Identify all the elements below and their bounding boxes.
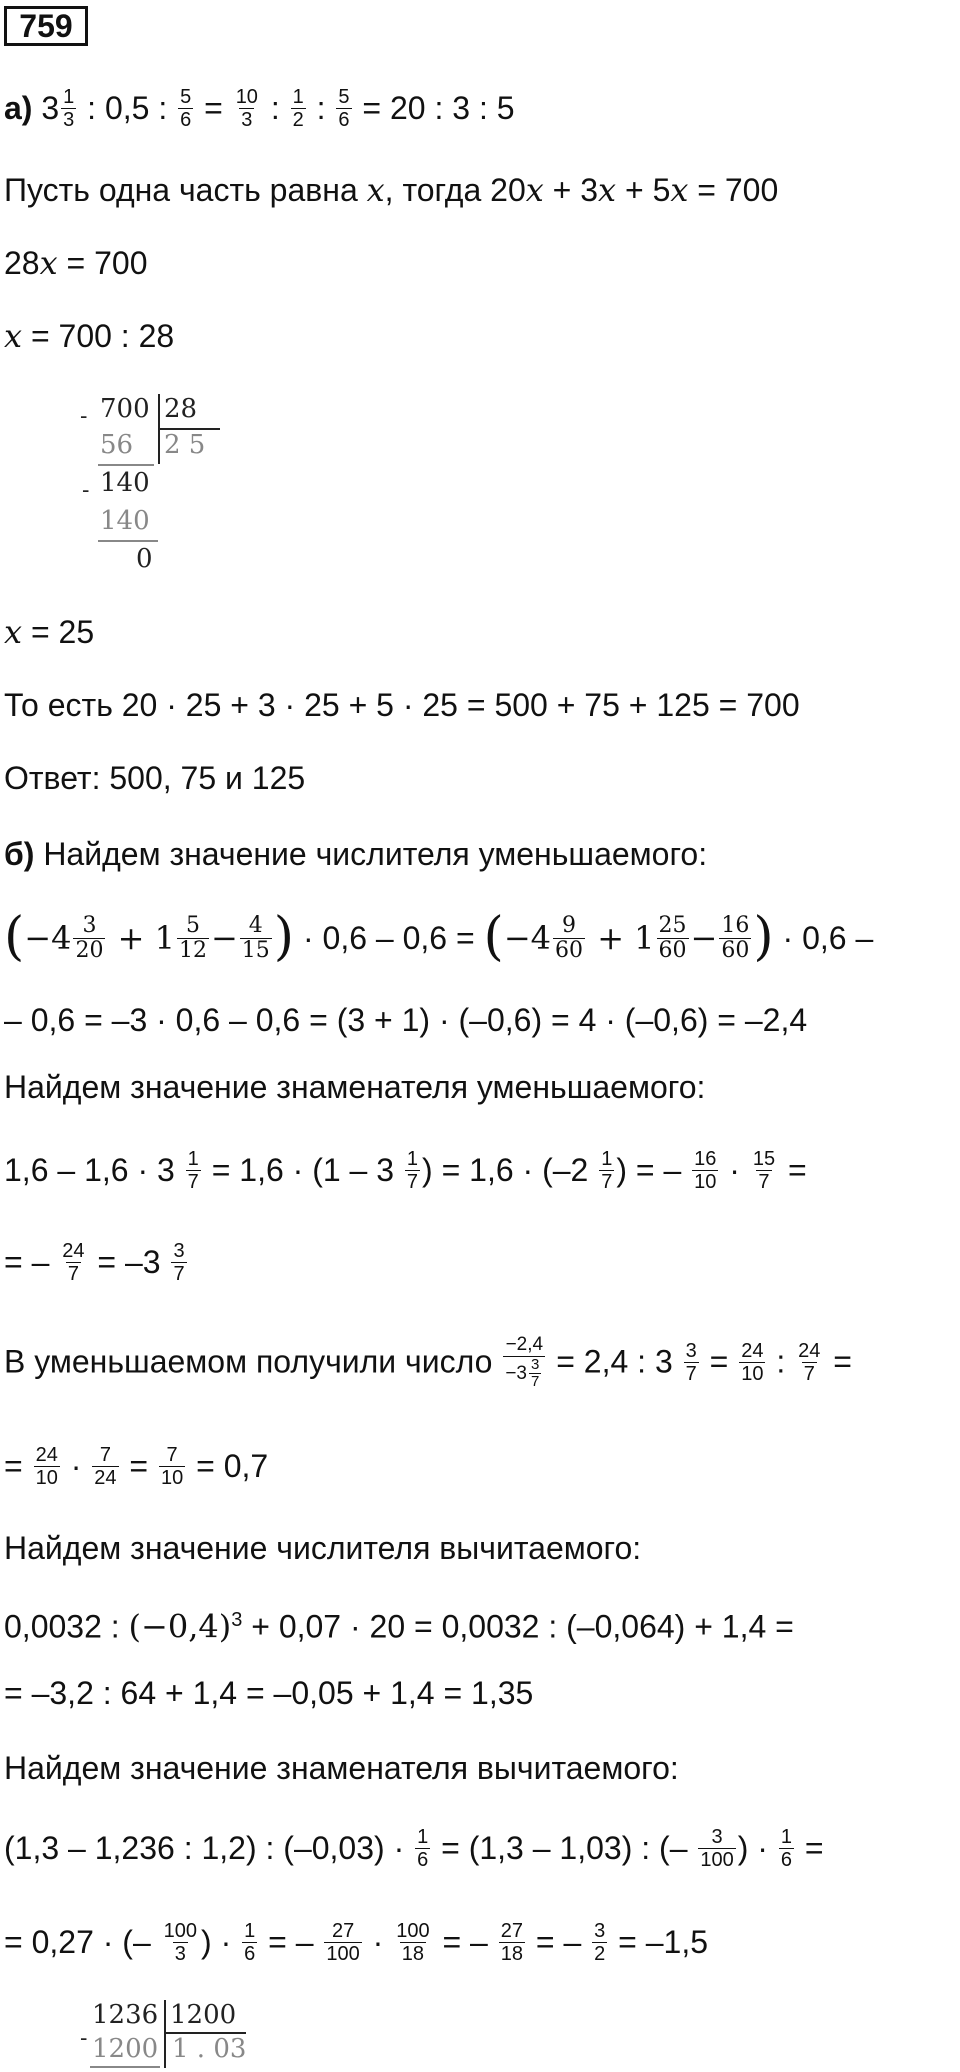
dividend: 700: [100, 394, 150, 424]
part-b-denominator-calc: [4, 1150, 807, 1195]
fraction: $\frac{25}{60}$: [658, 913, 687, 963]
text: + 5: [616, 172, 671, 208]
fraction: $\frac{4}{15}$: [241, 913, 270, 963]
division-bar: [164, 2000, 166, 2068]
text: −: [690, 919, 718, 957]
sub-line: [90, 2066, 160, 2068]
fraction: $\frac{1}{6}$: [417, 1826, 429, 1872]
fraction: $\frac{5}{12}$: [178, 913, 207, 963]
part-b-subtrahend-num-heading: Найдем значение числителя вычитаемого:: [4, 1530, 642, 1566]
fraction: $\frac{3}{100}$: [700, 1826, 734, 1872]
subtrahend-1: 56: [100, 430, 134, 460]
text: = 0,27 · (–: [4, 1924, 160, 1960]
fraction: $\frac{15}{7}$: [752, 1148, 776, 1194]
text: =: [700, 1343, 738, 1380]
fraction: $\frac{1}{2}$: [292, 86, 304, 132]
var-x: x: [4, 613, 23, 651]
var-x: x: [366, 171, 385, 209]
fraction: $\frac{100}{3}$: [163, 1920, 198, 1966]
var-x: x: [525, 171, 544, 209]
text: ) = 1,6 · (–2: [422, 1152, 598, 1188]
var-x: x: [4, 317, 23, 355]
text: (−0,4): [128, 1607, 232, 1646]
text: ·: [720, 1152, 749, 1188]
fraction: $\frac{24}{7}$: [62, 1240, 85, 1286]
text: =: [4, 1448, 32, 1484]
problem-number: 759: [4, 6, 88, 46]
text: Найдем значение числителя уменьшаемого:: [34, 836, 708, 872]
fraction: $\frac{27}{100}$: [326, 1920, 360, 1966]
exponent: 3: [231, 1609, 243, 1631]
text: = –: [259, 1924, 323, 1960]
part-b-numerator-result: – 0,6 = –3 · 0,6 – 0,6 = (3 + 1) · (–0,6) = 4 · (–0,6) = –2,4: [4, 1002, 808, 1038]
fraction: $\frac{9}{60}$: [555, 913, 584, 963]
part-a-answer: Ответ: 500, 75 и 125: [4, 760, 306, 796]
fraction: $\frac{3}{20}$: [75, 913, 104, 963]
part-b-label: б): [4, 836, 35, 872]
part-a-equation-setup: [4, 170, 778, 210]
fraction: $\frac{24}{10}$: [35, 1444, 58, 1490]
divisor: 1200: [170, 2000, 237, 2030]
text: = –1,5: [609, 1924, 709, 1960]
var-x: x: [598, 171, 617, 209]
compound-fraction: −2,4 −3 $\frac{3}{7}$: [503, 1334, 545, 1390]
minus-sign: -: [80, 404, 88, 429]
minus-sign: -: [80, 2026, 88, 2051]
long-division-700-28: [80, 394, 220, 584]
text: + 1: [597, 919, 655, 957]
text: = 1,6 · (1 – 3: [202, 1152, 403, 1188]
fraction: $\frac{1}{7}$: [601, 1148, 613, 1194]
part-a-check: То есть 20 · 25 + 3 · 25 + 5 · 25 = 500 + 75 + 125 = 700: [4, 687, 800, 723]
text: = 700: [688, 172, 779, 208]
text: :: [261, 90, 289, 126]
part-b-subtrahend-den-result: [4, 1922, 708, 1967]
fraction: $\frac{7}{10}$: [160, 1444, 184, 1490]
part-b-subtrahend-num-calc: [4, 1600, 794, 1647]
text: =: [195, 90, 232, 126]
text: = 20 : 3 : 5: [353, 90, 515, 126]
text: ) ·: [201, 1924, 241, 1960]
fraction: $\frac{24}{7}$: [798, 1339, 821, 1385]
fraction: $\frac{1}{7}$: [406, 1148, 419, 1194]
text: =: [120, 1448, 157, 1484]
remainder-final: 0: [136, 544, 153, 574]
text: ·: [61, 1448, 91, 1484]
text: = (1,3 – 1,03) : (–: [432, 1830, 697, 1866]
sub-line: [98, 540, 158, 542]
long-division-1236-1200: [76, 2000, 256, 2070]
text: : 0,5 :: [78, 90, 177, 126]
var-x: x: [39, 244, 58, 282]
text: =: [824, 1343, 852, 1380]
fraction: $\frac{27}{18}$: [500, 1920, 523, 1966]
text: = 0,7: [187, 1448, 269, 1484]
text: =: [779, 1152, 807, 1188]
quotient: 1 . 03: [172, 2034, 247, 2064]
part-b-denominator-heading: Найдем значение знаменателя уменьшаемого:: [4, 1069, 706, 1105]
quotient: 2 5: [164, 430, 206, 460]
text: , тогда 20: [384, 172, 526, 208]
text: = –: [433, 1924, 497, 1960]
text: + 0,07 · 20 = 0,0032 : (–0,064) + 1,4 =: [242, 1608, 794, 1645]
fraction: $\frac{16}{10}$: [694, 1148, 717, 1194]
text: ) ·: [737, 1830, 777, 1866]
fraction: $\frac{3}{7}$: [173, 1240, 185, 1286]
part-b-minuend-result: [4, 1446, 268, 1491]
subtrahend-2: 140: [100, 506, 150, 536]
paren: ): [753, 906, 774, 967]
text: ·: [363, 1924, 393, 1960]
paren: (: [4, 906, 25, 967]
text: Пусть одна часть равна: [4, 172, 367, 208]
part-b-subtrahend-den-calc: [4, 1828, 824, 1873]
text: 0,0032 :: [4, 1608, 129, 1645]
text: = –3: [88, 1244, 170, 1280]
fraction: $\frac{1}{6}$: [244, 1920, 256, 1966]
remainder-1: 140: [100, 468, 150, 498]
subtrahend-1: 1200: [92, 2034, 159, 2064]
part-a-28x: [4, 243, 148, 283]
paren: (: [483, 906, 504, 967]
fraction: $\frac{3}{7}$: [685, 1339, 697, 1385]
divisor: 28: [164, 394, 198, 424]
fraction: $\frac{7}{24}$: [94, 1444, 117, 1490]
part-a-label: а): [4, 90, 33, 126]
fraction: $\frac{16}{60}$: [721, 913, 750, 963]
fraction: $\frac{5}{6}$: [180, 86, 192, 132]
fraction: $\frac{100}{18}$: [396, 1920, 430, 1966]
text: :: [767, 1343, 795, 1380]
part-a-x-result: [4, 612, 94, 652]
text: =: [795, 1830, 824, 1866]
dividend: 1236: [92, 2000, 159, 2030]
text: · 0,6 – 0,6 =: [294, 920, 484, 956]
var-x: x: [670, 171, 689, 209]
mixed-int: 3: [41, 90, 60, 126]
text: 1,6 – 1,6 · 3: [4, 1152, 184, 1188]
paren: ): [273, 906, 295, 967]
fraction: $\frac{1}{6}$: [780, 1826, 792, 1872]
part-a-ratio-line: [4, 88, 515, 133]
text: + 3: [543, 172, 599, 208]
fraction: $\frac{1}{3}$: [63, 86, 75, 132]
text: −4: [24, 919, 72, 957]
fraction: $\frac{24}{10}$: [741, 1339, 764, 1385]
part-b-minuend: [4, 1336, 852, 1392]
part-b-numerator-calc: [4, 898, 873, 978]
part-b-denominator-result: [4, 1242, 189, 1287]
part-b-heading: [4, 834, 707, 874]
text: (1,3 – 1,236 : 1,2) : (–0,03) ·: [4, 1830, 414, 1866]
part-a-x-div: [4, 316, 174, 356]
text: :: [307, 90, 335, 126]
text: −: [210, 919, 238, 957]
fraction: $\frac{1}{7}$: [187, 1148, 199, 1194]
text: = 700: [57, 245, 148, 281]
fraction: $\frac{3}{2}$: [594, 1920, 606, 1966]
part-b-subtrahend-num-result: = –3,2 : 64 + 1,4 = –0,05 + 1,4 = 1,35: [4, 1675, 534, 1711]
minus-sign: -: [82, 478, 90, 503]
sub-line: [98, 464, 154, 466]
text: = 2,4 : 3: [547, 1343, 682, 1380]
fraction: $\frac{10}{3}$: [235, 86, 258, 132]
text: = –: [4, 1244, 59, 1280]
text: · 0,6 –: [773, 920, 874, 956]
text: = –: [526, 1924, 591, 1960]
fraction: $\frac{5}{6}$: [338, 86, 350, 132]
text: + 1: [117, 919, 175, 957]
text: ) = –: [616, 1152, 691, 1188]
text: 28: [4, 245, 40, 281]
text: = 25: [22, 614, 95, 650]
text: = 700 : 28: [22, 318, 175, 354]
part-b-subtrahend-den-heading: Найдем значение знаменателя вычитаемого:: [4, 1750, 679, 1786]
text: В уменьшаемом получили число: [4, 1343, 502, 1380]
text: −4: [503, 919, 552, 957]
